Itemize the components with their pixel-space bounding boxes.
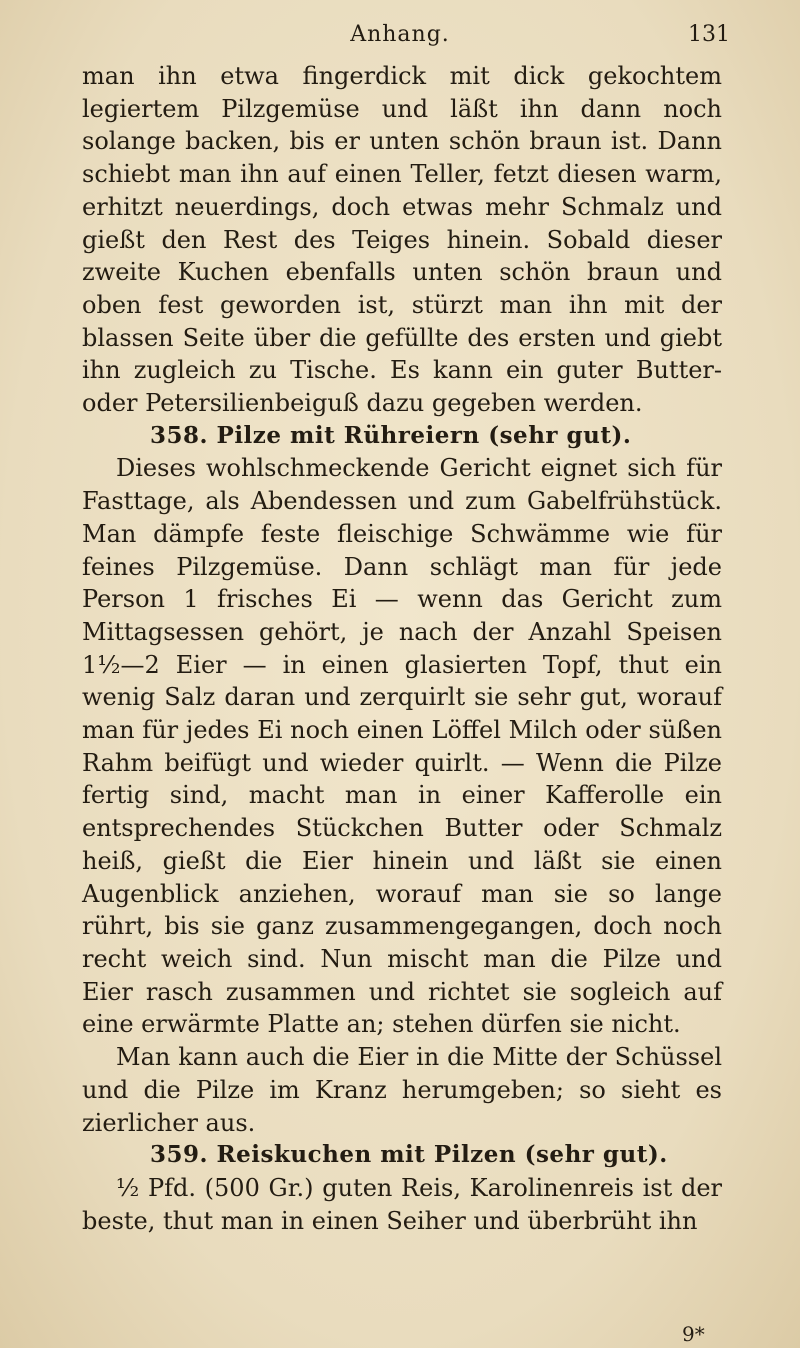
- recipe-title-358: 358. Pilze mit Rühreiern (sehr gut).: [150, 421, 632, 449]
- paragraph-continuation: man ihn etwa fingerdick mit dick gekochtem legiertem Pilzgemüse und läßt ihn dann noch solange backen, bis er unten schön braun ist. Dann schiebt man ihn auf einen Teller, fetzt diesen warm, erhitzt neuerdings, doch etwas mehr Schmalz und gießt den Rest des Teiges hinein. Sobald dieser zweite Kuchen ebenfalls unten schön braun und oben fest geworden ist, stürzt man ihn mit der blassen Seite über die gefüllte des ersten und giebt ihn zugleich zu Tische. Es kann ein guter Butter- oder Petersilienbeiguß dazu gegeben werden.: [82, 62, 722, 418]
- running-head: [0, 22, 800, 52]
- recipe-title-359: 359. Reiskuchen mit Pilzen (sehr gut).: [150, 1141, 668, 1169]
- recipe-358-paragraph-1: Dieses wohlschmeckende Gericht eignet sich für Fasttage, als Abendessen und zum Gabelfrühstück. Man dämpfe feste fleischige Schwämme wie für feines Pilzgemüse. Dann schlägt man für jede Person 1 frisches Ei — wenn das Gericht zum Mittagsessen gehört, je nach der Anzahl Speisen 1½—2 Eier — in einen glasierten Topf, thut ein wenig Salz daran und zerquirlt sie sehr gut, worauf man für jedes Ei noch einen Löffel Milch oder süßen Rahm beifügt und wieder quirlt. — Wenn die Pilze fertig sind, macht man in einer Kafferolle ein entsprechendes Stückchen Butter oder Schmalz heiß, gießt die Eier hinein und läßt sie einen Augenblick anziehen, worauf man sie so lange rührt, bis sie ganz zusammengegangen, doch noch recht weich sind. Nun mischt man die Pilze und Eier rasch zusammen und richtet sie sogleich auf eine erwärmte Platte an; stehen dürfen sie nicht.: [82, 454, 722, 1039]
- recipe-359-paragraph-1: ½ Pfd. (500 Gr.) guten Reis, Karolinenreis ist der beste, thut man in einen Seiher und überbrüht ihn: [82, 1173, 722, 1235]
- signature-mark: 9*: [682, 1322, 705, 1346]
- page-number: 131: [688, 22, 730, 47]
- running-title: Anhang.: [350, 22, 450, 47]
- body-text: [82, 60, 722, 1237]
- recipe-358-paragraph-2: Man kann auch die Eier in die Mitte der Schüssel und die Pilze im Kranz herumgeben; so sieht es zierlicher aus.: [82, 1043, 722, 1137]
